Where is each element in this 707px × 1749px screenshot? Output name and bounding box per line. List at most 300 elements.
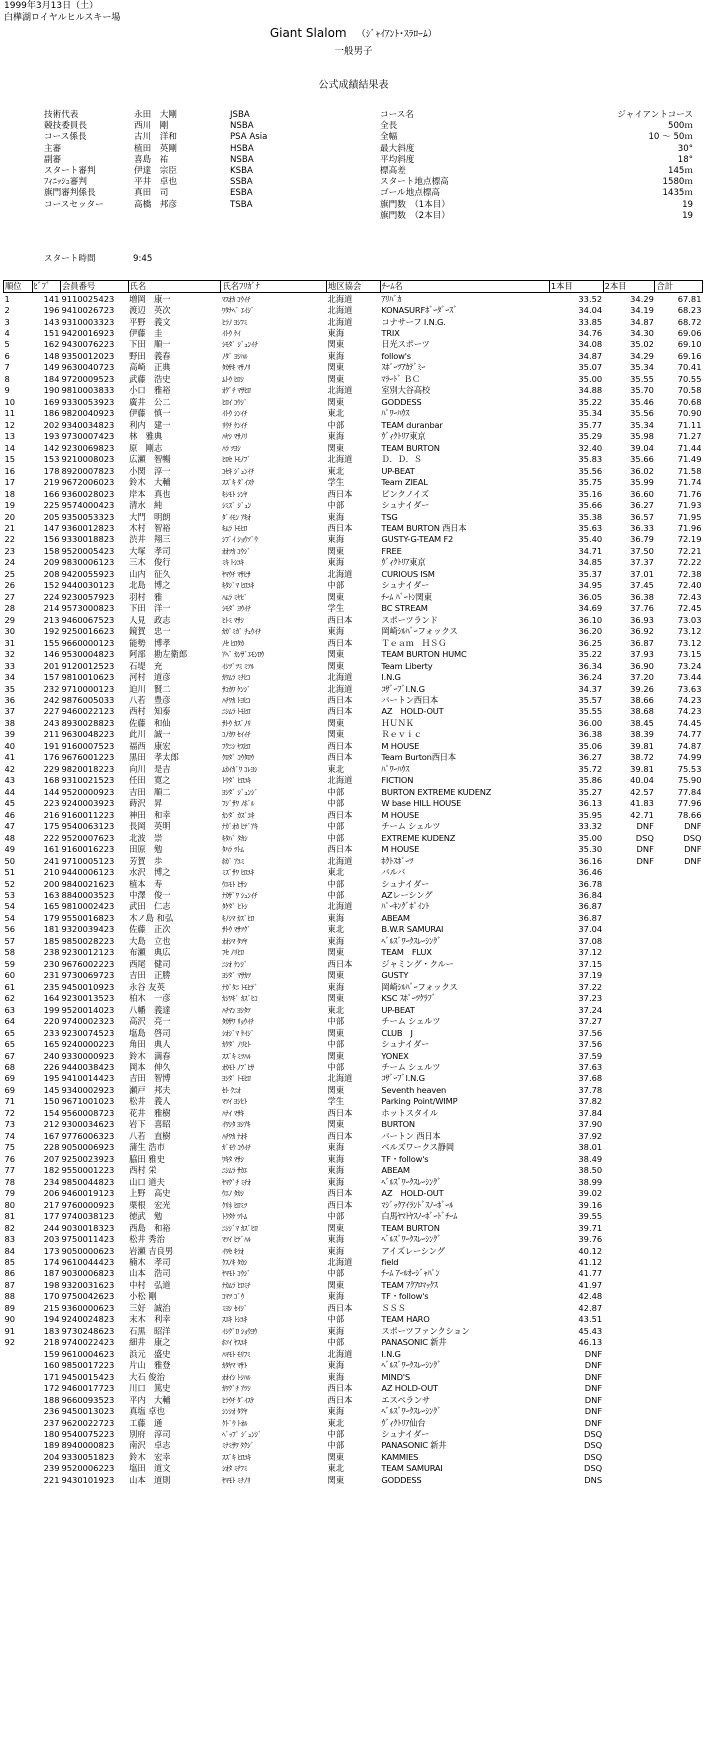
start-time-label: スタート時間 <box>44 254 96 264</box>
team-name: スポーツランド <box>381 614 438 625</box>
team-name: TF・follow's <box>381 1291 429 1302</box>
run1-time: 34.95 <box>578 580 603 591</box>
bib: 165 <box>43 901 60 912</box>
run2-time <box>603 1463 655 1474</box>
bib: 232 <box>43 683 60 694</box>
member-number: 9720009523 <box>61 373 115 384</box>
region: 東海 <box>327 935 345 946</box>
run2-time <box>603 1188 655 1199</box>
run2-time <box>603 1429 655 1440</box>
run1-time: 35.30 <box>578 844 603 855</box>
run1-time: 34.85 <box>578 557 603 568</box>
region: 関東 <box>327 729 345 740</box>
team-name: I.N.G <box>381 1348 401 1359</box>
col-member-no-header: 会員番号 <box>61 281 129 293</box>
rank: 73 <box>4 1119 16 1130</box>
athlete-name: 松井 秀治 <box>129 1234 165 1245</box>
official-name: 伊達 宗臣 <box>134 166 177 177</box>
athlete-name-kana: ｶﾜｸﾞﾁ ｱﾂｼ <box>221 1384 251 1394</box>
athlete-name: 南沢 卓志 <box>129 1440 171 1451</box>
team-name: バルバ <box>381 867 406 878</box>
run2-time <box>603 1039 655 1050</box>
region: 中部 <box>327 1039 345 1050</box>
athlete-name: 西尾 健司 <box>129 958 171 969</box>
member-number: 9820018223 <box>61 763 115 774</box>
category-label: 一般男子 <box>334 46 373 57</box>
bib: 225 <box>43 500 60 511</box>
region: 北海道 <box>327 385 353 396</box>
total-time: 72.22 <box>677 557 702 568</box>
region: 関東 <box>327 947 345 958</box>
total-time <box>655 1085 703 1096</box>
rank: 23 <box>4 545 16 556</box>
team-name: ABEAM <box>381 1165 410 1176</box>
region: 関東 <box>327 993 345 1004</box>
result-row <box>4 1291 703 1302</box>
athlete-name: 向川 是吉 <box>129 763 171 774</box>
athlete-name: 大塚 孝司 <box>129 545 171 556</box>
region: 北海道 <box>327 454 353 465</box>
official-association: JSBA <box>230 110 250 120</box>
bib: 150 <box>43 1096 60 1107</box>
team-name: AZレーシング <box>381 889 433 900</box>
athlete-name: 廣井 公二 <box>129 396 171 407</box>
run2-time: 35.99 <box>630 477 654 488</box>
bib: 219 <box>43 477 60 488</box>
result-row <box>4 454 703 465</box>
athlete-name: 永谷 友英 <box>129 981 165 992</box>
rank: 88 <box>4 1291 16 1302</box>
region: 北海道 <box>327 1348 353 1359</box>
rank: 81 <box>4 1211 16 1222</box>
region: 東北 <box>327 1004 345 1015</box>
run2-time: DNF <box>636 821 654 832</box>
result-row <box>4 798 703 809</box>
total-time <box>655 1119 703 1130</box>
member-number: 9620022723 <box>61 1417 115 1428</box>
total-time <box>655 1062 703 1073</box>
athlete-name-kana: ｵｶﾓﾄ ﾉﾌﾞﾋｻ <box>221 1063 254 1072</box>
total-time <box>655 936 703 947</box>
official-row <box>44 188 310 199</box>
result-row <box>4 1165 703 1176</box>
athlete-name: 水沢 博之 <box>129 867 171 878</box>
bib: 238 <box>43 947 60 958</box>
total-time <box>655 1349 703 1360</box>
result-row <box>4 1452 703 1463</box>
athlete-name: 鈴木 大輔 <box>129 477 171 488</box>
total-time: 74.77 <box>677 729 702 740</box>
run1-time: DSQ <box>583 1440 603 1451</box>
member-number: 9230057923 <box>61 591 115 602</box>
result-row <box>4 546 703 557</box>
result-row <box>4 890 703 901</box>
result-row <box>4 443 703 454</box>
bib: 177 <box>43 1211 60 1222</box>
run2-time <box>603 913 655 924</box>
team-name: シュナイダー <box>381 1039 430 1050</box>
region: 中部 <box>327 889 345 900</box>
team-name: スポーツファンクション <box>381 1325 470 1336</box>
athlete-name: 北波 崇 <box>129 832 163 843</box>
official-row <box>44 200 310 211</box>
col-rank-header: 順位 <box>4 281 33 293</box>
athlete-name: 柏木 一彦 <box>129 993 171 1004</box>
total-time: 68.72 <box>677 316 702 327</box>
run2-time: 35.46 <box>630 396 654 407</box>
member-number: 9450010923 <box>61 981 115 992</box>
athlete-name: 大門 明朗 <box>129 511 171 522</box>
member-number: 9676002223 <box>61 958 115 969</box>
result-row <box>4 293 703 305</box>
official-name: 高橋 邦彦 <box>134 199 177 210</box>
athlete-name: 小口 雅裕 <box>129 385 171 396</box>
course-info-value: 145ｍ <box>668 166 693 177</box>
member-number: 9520006223 <box>61 1463 115 1474</box>
athlete-name-kana: ｽｽﾞｷ ﾐﾂﾊﾙ <box>221 1051 251 1061</box>
rank: 44 <box>4 786 16 797</box>
official-role: スタート審判 <box>44 166 96 177</box>
athlete-name: 瀬戸 邦夫 <box>129 1084 171 1095</box>
result-row <box>4 431 703 442</box>
result-row <box>4 1360 703 1371</box>
athlete-name-kana: ｼﾝｼｵ ﾀｸﾔ <box>221 1407 248 1417</box>
team-name: TF・follow's <box>381 1153 429 1164</box>
athlete-name-kana: ｵｵｼﾏ ﾀﾂﾔ <box>221 936 248 946</box>
bib: 154 <box>43 1107 60 1118</box>
region: 中部 <box>327 1268 345 1279</box>
athlete-name-kana: ﾖｼﾀﾞ ﾄﾓﾋﾛ <box>221 1074 251 1084</box>
team-name: FREE <box>381 545 402 556</box>
rank: 52 <box>4 878 16 889</box>
athlete-name: 野田 義春 <box>129 350 171 361</box>
athlete-name: 三木 俊行 <box>129 557 171 568</box>
run2-time <box>603 890 655 901</box>
run1-time: 38.01 <box>578 1142 603 1153</box>
athlete-name-kana: ｲﾜｾ ｷﾗｵ <box>221 1246 244 1256</box>
bib: 149 <box>43 362 60 373</box>
run1-time: 37.90 <box>578 1119 603 1130</box>
team-name: シュナイダー <box>381 580 430 591</box>
member-number: 9760000923 <box>61 1199 115 1210</box>
run1-time: 38.49 <box>578 1153 603 1164</box>
team-name: GODDESS <box>381 396 422 407</box>
region: 西日本 <box>327 1383 353 1394</box>
run1-time: 34.04 <box>578 305 603 316</box>
run2-time: 37.20 <box>630 672 654 683</box>
team-name: Parking Point/WIMP <box>381 1096 458 1107</box>
course-info-label: ゴール地点標高 <box>380 188 440 199</box>
rank: 91 <box>4 1325 16 1336</box>
athlete-name: 渋井 翔三 <box>129 534 171 545</box>
total-time <box>655 1314 703 1325</box>
member-number: 9430101923 <box>61 1474 115 1485</box>
rank: 82 <box>4 1222 16 1233</box>
result-row <box>4 913 703 924</box>
athlete-name: 鈴木 満春 <box>129 1050 171 1061</box>
bib: 204 <box>43 1451 60 1462</box>
member-number: 9340034823 <box>61 419 115 430</box>
rank: 39 <box>4 729 16 740</box>
member-number: 9730069723 <box>61 970 115 981</box>
rank <box>4 1417 33 1428</box>
total-time: 71.76 <box>677 488 702 499</box>
run2-time: 39.26 <box>630 683 654 694</box>
run1-time: 36.34 <box>578 660 603 671</box>
rank: 3 <box>4 316 10 327</box>
course-info-value: 19 <box>682 210 693 221</box>
total-time <box>655 1200 703 1211</box>
run1-time: 41.77 <box>578 1268 603 1279</box>
team-name: ﾏﾗｰﾄﾞ ＢＣ <box>381 373 420 384</box>
team-name: ﾍﾞﾙｽﾞﾜｰｸｽﾚｰｼﾝｸﾞ <box>381 1406 442 1417</box>
run1-time: 35.72 <box>578 763 603 774</box>
official-role: コース係長 <box>44 132 87 143</box>
team-name: B.W.R SAMURAI <box>381 924 444 935</box>
run1-time: 35.22 <box>578 649 603 660</box>
bib: 189 <box>43 1440 60 1451</box>
bib: 158 <box>43 545 60 556</box>
rank: 80 <box>4 1199 16 1210</box>
member-number: 9574000423 <box>61 500 115 511</box>
member-number: 9460019123 <box>61 1188 115 1199</box>
bib: 160 <box>43 1360 60 1371</box>
region: 中部 <box>327 1211 345 1222</box>
athlete-name: 西村 知泰 <box>129 706 171 717</box>
team-name: 室別大谷高校 <box>381 385 430 396</box>
run1-time: 35.57 <box>578 695 603 705</box>
member-number: 9350012023 <box>61 350 115 361</box>
result-row <box>4 488 703 499</box>
team-name: field <box>381 1256 399 1267</box>
team-name: 日光スポーツ <box>381 339 430 350</box>
run1-time: 37.23 <box>578 993 603 1004</box>
team-name: アイズレーシング <box>381 1245 445 1256</box>
rank: 54 <box>4 901 16 912</box>
region: 西日本 <box>327 706 353 717</box>
run1-time: DNF <box>584 1371 603 1382</box>
team-name: BURTON EXTREME KUDENZ <box>381 786 492 797</box>
team-name: ｱﾘﾊﾞｶ <box>381 293 402 304</box>
course-info-label: 旗門数 （1本目） <box>380 199 450 210</box>
member-number: 9750042623 <box>61 1291 115 1302</box>
bib: 221 <box>43 1474 60 1485</box>
bib: 231 <box>43 970 60 981</box>
rank: 90 <box>4 1314 16 1325</box>
athlete-name: 八若 直樹 <box>129 1130 171 1141</box>
rank: 21 <box>4 522 16 533</box>
athlete-name-kana: ｽｽﾞｷ ﾋﾛﾕｷ <box>221 1452 251 1462</box>
region: 東海 <box>327 626 345 637</box>
athlete-name: 吉田 正勝 <box>129 970 171 981</box>
member-number: 9730007423 <box>61 431 115 442</box>
member-number: 9330018823 <box>61 534 115 545</box>
total-time <box>655 970 703 981</box>
rank: 26 <box>4 580 16 591</box>
region: 中部 <box>327 786 345 797</box>
athlete-name-kana: ｻﾄｳ ｶｽﾞﾉﾘ <box>221 718 251 728</box>
member-number: 9776006323 <box>61 1130 115 1141</box>
athlete-name: 黒田 孝太郎 <box>129 752 179 763</box>
total-time: 70.68 <box>677 396 702 407</box>
bib: 236 <box>43 1406 60 1417</box>
member-number: 9530004823 <box>61 649 115 660</box>
bib: 242 <box>43 695 60 705</box>
bib: 192 <box>43 626 60 637</box>
bib: 165 <box>43 1039 60 1050</box>
athlete-name: 鏡賀 忠一 <box>129 626 171 637</box>
result-row <box>4 1085 703 1096</box>
official-name: 永田 大剛 <box>134 110 177 120</box>
result-row <box>4 534 703 545</box>
total-time <box>655 1303 703 1314</box>
rank: 14 <box>4 442 16 453</box>
member-number: 9750011423 <box>61 1234 115 1245</box>
member-number: 9420016923 <box>61 328 115 338</box>
official-name: 真田 司 <box>134 188 169 199</box>
result-row <box>4 1406 703 1417</box>
rank: 65 <box>4 1027 16 1038</box>
result-row <box>4 523 703 534</box>
total-time: 72.21 <box>677 545 702 556</box>
athlete-name-kana: ｶﾜﾑﾗ ﾐﾁﾋｺ <box>221 673 251 683</box>
member-number: 9310003323 <box>61 316 115 327</box>
total-time <box>655 1257 703 1268</box>
run1-time: 36.46 <box>578 867 603 878</box>
athlete-name: 八幡 義達 <box>129 1004 171 1015</box>
athlete-name: 渡辺 英次 <box>129 305 171 316</box>
total-time: 67.81 <box>677 293 702 304</box>
athlete-name: 小松 剛 <box>129 1291 157 1302</box>
total-time <box>655 982 703 993</box>
member-number: 9840021623 <box>61 878 115 889</box>
run1-time: DSQ <box>583 1429 603 1439</box>
result-row <box>4 787 703 798</box>
athlete-name: 任田 寛之 <box>129 775 171 786</box>
athlete-name-kana: ｶｼﾜｷﾞ ｶｽﾞﾋｺ <box>221 994 258 1004</box>
total-time: 70.41 <box>677 362 702 373</box>
athlete-name-kana: ｾﾄ ｸﾆｵ <box>221 1085 241 1095</box>
member-number: 9050006923 <box>61 1142 115 1153</box>
athlete-name-kana: ｶｸﾀﾞ ﾉﾘﾋﾄ <box>221 1040 251 1050</box>
bib: 151 <box>43 328 60 338</box>
result-row <box>4 810 703 821</box>
course-info-label: 全長 <box>380 121 398 132</box>
result-row <box>4 718 703 729</box>
athlete-name: 蒲生 浩市 <box>129 1142 165 1153</box>
total-time: 74.87 <box>677 740 702 751</box>
total-time <box>655 1268 703 1279</box>
member-number: 8840003523 <box>61 889 115 900</box>
course-info-label: 平均斜度 <box>380 154 415 165</box>
athlete-name-kana: ｷﾑﾗ ﾄﾓﾋﾛ <box>221 523 248 533</box>
total-time: 69.06 <box>677 328 702 338</box>
athlete-name: 中村 弘道 <box>129 1279 171 1290</box>
run1-time: 35.66 <box>578 500 603 511</box>
region: 関東 <box>327 362 345 373</box>
result-row <box>4 615 703 626</box>
result-row <box>4 1222 703 1233</box>
result-row <box>4 683 703 694</box>
member-number: 9350053323 <box>61 511 115 522</box>
total-time <box>655 993 703 1004</box>
result-row <box>4 1211 703 1222</box>
course-info-value: 10 ～ 50ｍ <box>648 132 693 143</box>
bib: 162 <box>43 339 60 350</box>
bib: 187 <box>43 1268 60 1279</box>
run1-time: 35.63 <box>578 522 603 533</box>
athlete-name-kana: ｼﾓﾀﾞ ﾖｳｲﾁ <box>221 604 251 614</box>
bib: 229 <box>43 763 60 774</box>
team-name: ﾊﾟﾜｰﾊｳｽ <box>381 408 410 419</box>
result-row <box>4 752 703 763</box>
bib: 216 <box>43 809 60 820</box>
athlete-name: 浜元 盛史 <box>129 1348 171 1359</box>
rank: 87 <box>4 1279 16 1290</box>
result-row <box>4 580 703 591</box>
athlete-name-kana: ｸﾘﾈ ﾋﾛﾐﾂ <box>221 1200 248 1210</box>
result-row <box>4 775 703 786</box>
athlete-name: 北島 博之 <box>129 580 171 591</box>
athlete-name-kana: ｲﾄｳ ｹｲ <box>221 329 241 338</box>
rank: 28 <box>4 603 16 614</box>
run1-time: 37.27 <box>578 1016 603 1027</box>
official-role: 技術代表 <box>44 110 79 120</box>
result-row <box>4 1268 703 1279</box>
total-time: 73.12 <box>677 626 702 637</box>
athlete-name: 林 雅典 <box>129 431 163 442</box>
region: 東海 <box>327 328 345 338</box>
rank: 50 <box>4 855 16 866</box>
event-date: 1999年3月13日（土） <box>4 1 99 11</box>
member-number: 8920007823 <box>61 465 115 476</box>
run2-time: 34.29 <box>630 350 654 361</box>
team-name: TRIX <box>381 328 400 338</box>
run2-time: 38.66 <box>630 695 654 705</box>
member-number: 9850028223 <box>61 935 115 946</box>
athlete-name-kana: ﾜｷﾀ ﾏｻｼ <box>221 1154 244 1164</box>
athlete-name-kana: ｸﾛﾀﾞ ｺｳﾀﾛｳ <box>221 753 254 763</box>
result-row <box>4 339 703 350</box>
rank: 18 <box>4 488 16 499</box>
athlete-name-kana: ﾆｼｼﾞﾏ ｶｽﾞﾋﾛ <box>221 1223 258 1233</box>
athlete-name-kana: ｳｴﾓﾄ ﾋｻｼ <box>221 879 248 889</box>
run1-time: 36.87 <box>578 901 603 912</box>
team-name: M HOUSE <box>381 844 420 855</box>
athlete-name-kana: ﾊﾁﾏﾝ ﾖｼﾀﾂ <box>221 1005 251 1015</box>
bib: 223 <box>43 798 60 809</box>
athlete-name: 清水 純 <box>129 500 163 511</box>
athlete-name-kana: ﾀｶｻﾜ ﾘｮｳｲﾁ <box>221 1017 254 1027</box>
bib: 174 <box>43 1256 60 1267</box>
total-time <box>655 901 703 912</box>
run1-time: DNS <box>584 1474 603 1485</box>
bib: 173 <box>43 1245 60 1256</box>
total-time <box>655 947 703 958</box>
rank: 49 <box>4 844 16 855</box>
member-number: 8930028823 <box>61 717 115 728</box>
bib: 170 <box>43 1291 60 1302</box>
total-time: 71.96 <box>677 522 702 533</box>
result-row <box>4 833 703 844</box>
run1-time: 42.48 <box>578 1291 603 1302</box>
team-name: Seventh heaven <box>381 1084 447 1095</box>
rank: 45 <box>4 798 16 809</box>
region: 中部 <box>327 1337 345 1348</box>
athlete-name-kana: ﾅｶｻﾞﾜ ｼｭﾝｲﾁ <box>221 890 258 900</box>
athlete-name: 末木 利幸 <box>129 1314 171 1325</box>
member-number: 9671001023 <box>61 1096 115 1107</box>
